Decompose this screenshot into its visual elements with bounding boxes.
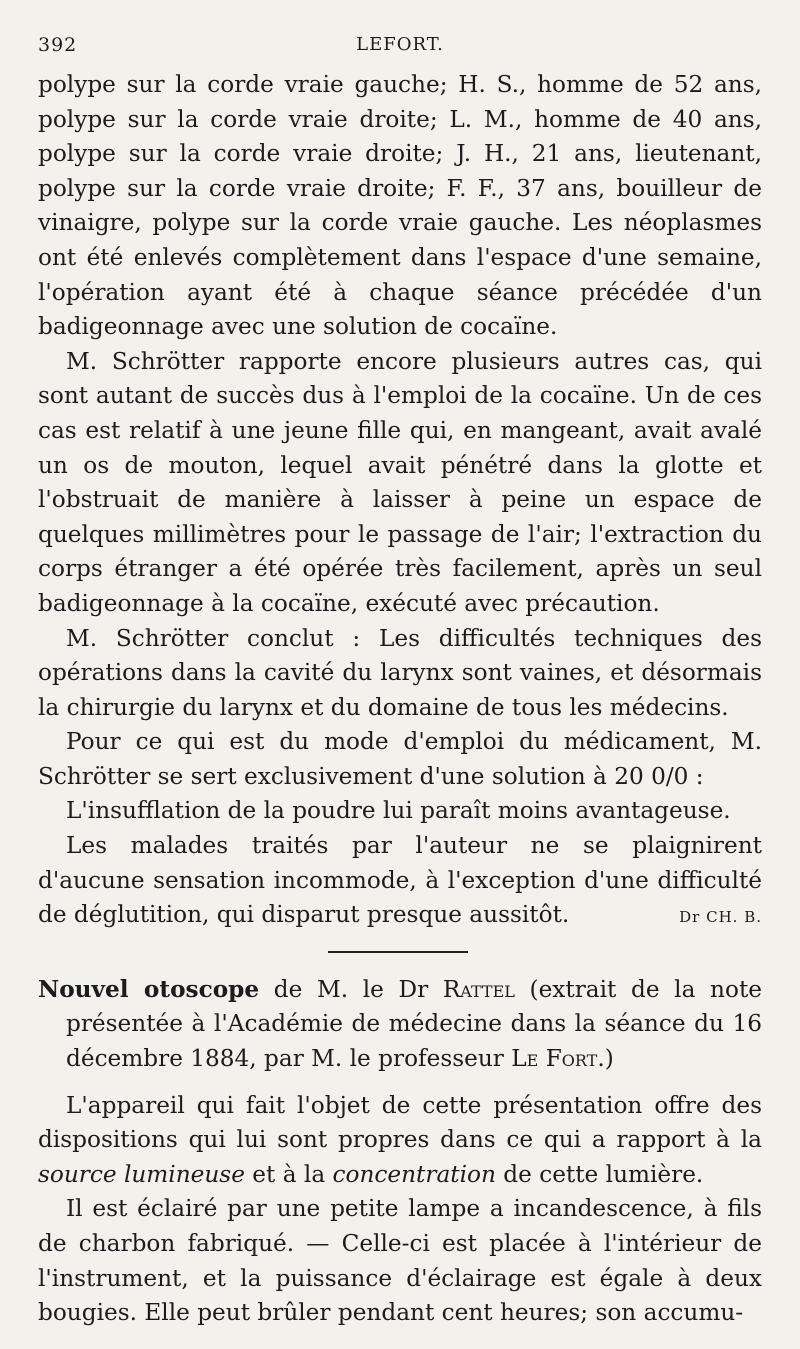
article-intro-1: de M. le Dr — [259, 975, 443, 1003]
paragraph-schrotter-cases: M. Schrötter rapporte encore plusieurs autres cas, qui sont autant de succès dus à l'emploi de la cocaïne. Un de ces cas est relatif à une jeune fille qui, en mangeant, avait avalé un os de mouton, lequel avait pénétré dans la glotte et l'obstruait de manière à laisser à peine un espace de quelques millimètres pour le passage de l'air; l'extraction du corps étranger a été opérée très facilement, après un seul badigeonnage à la cocaïne, exécuté avec précaution. — [38, 347, 762, 617]
main-text — [38, 68, 762, 1331]
article-intro-2: (extrait de la note présentée à l'Académie de médecine dans la séance du 16 décembre 1884, par M. le professeur — [66, 975, 762, 1073]
paragraph-appareil-text-b: et à la — [244, 1160, 333, 1188]
article-heading — [38, 973, 762, 1077]
term-concentration: concentration — [332, 1160, 496, 1188]
article-author: Rattel — [442, 975, 515, 1003]
paragraph-schrotter-conclusion: M. Schrötter conclut : Les difficultés techniques des opérations dans la cavité du larynx sont vaines, et désormais la chirurgie du larynx et du domaine de tous les médecins. — [38, 624, 762, 721]
paragraph-malades-text: Les malades traités par l'auteur ne se plaignirent d'aucune sensation incommode, à l'exception d'une difficulté de déglutition, qui disparut presque aussitôt. — [38, 832, 762, 929]
paragraph-appareil-text-a: L'appareil qui fait l'objet de cette présentation offre des dispositions qui lui sont propres dans ce qui a rapport à la — [38, 1091, 762, 1154]
paragraph-malades — [38, 829, 762, 933]
article-professor: Le Fort — [511, 1045, 598, 1073]
section-divider — [38, 933, 762, 973]
paragraph-appareil — [38, 1089, 762, 1193]
paragraph-appareil-text-c: de cette lumière. — [495, 1160, 704, 1188]
article-intro-3: .) — [597, 1045, 614, 1073]
page-number: 392 — [38, 34, 78, 56]
article-title: Nouvel otoscope — [38, 975, 260, 1003]
paragraph-insufflation: L'insufflation de la poudre lui paraît moins avantageuse. — [66, 797, 731, 825]
paragraph-eclairage: Il est éclairé par une petite lampe a incandescence, à fils de charbon fabriqué. — Celle-ci est placée à l'intérieur de l'instrument, et la puissance d'éclairage est égale à deux bougies. Elle peut brûler pendant cent heures; son accumu- — [38, 1195, 762, 1327]
term-source-lumineuse: source lumineuse — [38, 1160, 245, 1188]
paragraph-mode-emploi: Pour ce qui est du mode d'emploi du médicament, M. Schrötter se sert exclusivement d'une solution à 20 0/0 : — [38, 728, 762, 790]
paragraph-continued: polype sur la corde vraie gauche; H. S., homme de 52 ans, polype sur la corde vraie droite; L. M., homme de 40 ans, polype sur la corde vraie droite; J. H., 21 ans, lieutenant, polype sur la corde vraie droite; F. F., 37 ans, bouilleur de vinaigre, polype sur la corde vraie gauche. Les néoplasmes ont été enlevés complètement dans l'espace d'une semaine, l'opération ayant été à chaque séance précédée d'un badigeonnage avec une solution de cocaïne. — [38, 71, 762, 341]
signature: Dr CH. B. — [679, 908, 762, 927]
page-header — [38, 28, 762, 68]
running-head: LEFORT. — [356, 34, 444, 55]
